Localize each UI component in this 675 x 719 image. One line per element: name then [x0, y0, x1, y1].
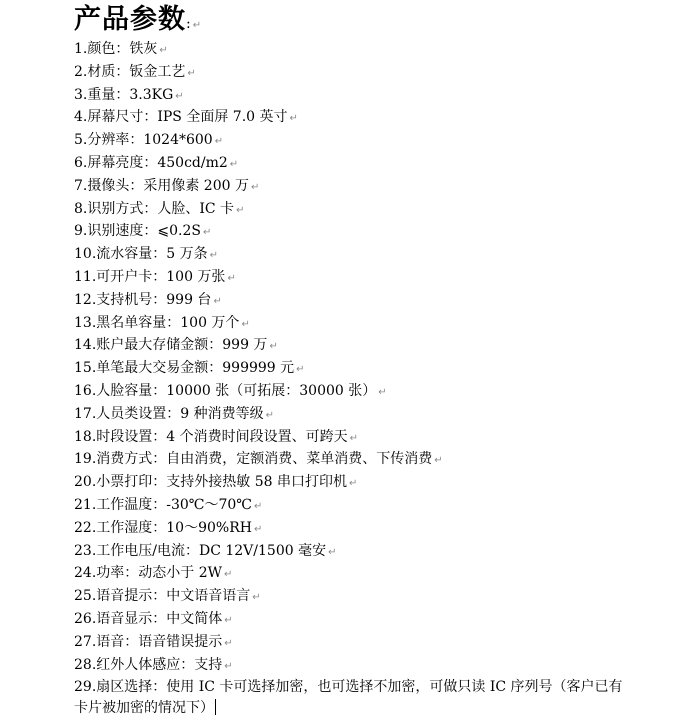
paragraph-mark-icon: ↵ [349, 432, 359, 444]
text-cursor[interactable] [215, 699, 216, 715]
list-item [74, 427, 634, 450]
paragraph-mark-icon: ↵ [378, 386, 387, 398]
paragraph-mark-icon: ↵ [224, 637, 233, 649]
paragraph-mark-icon: ↵ [296, 364, 305, 376]
list-item [74, 655, 634, 678]
list-item-text: 15.单笔最大交易金额：999999 元 [74, 360, 295, 377]
list-item-text: 26.语音显示：中文简体 [74, 610, 223, 627]
list-item [74, 495, 634, 518]
list-item [74, 176, 634, 199]
list-item [74, 107, 634, 130]
paragraph-mark-icon: ↵ [253, 523, 263, 535]
list-item-text: 1.颜色：铁灰 [74, 41, 158, 57]
list-item [74, 381, 634, 404]
paragraph-mark-icon: ↵ [348, 478, 358, 490]
paragraph-mark-icon: ↵ [187, 67, 196, 79]
paragraph-mark-icon: ↵ [289, 113, 298, 125]
list-item-text: 20.小票打印：支持外接热敏 58 串口打印机 [74, 474, 347, 491]
list-item-text: 18.时段设置：4 个消费时间段设置、可跨天 [74, 428, 348, 445]
paragraph-mark-icon: ↵ [213, 295, 222, 307]
list-item [74, 541, 634, 564]
paragraph-mark-icon: ↵ [224, 614, 233, 626]
paragraph-mark-icon: ↵ [250, 181, 260, 193]
list-item [74, 39, 634, 62]
list-item [74, 677, 634, 719]
paragraph-mark-icon: ↵ [209, 250, 219, 262]
list-item [74, 358, 634, 381]
list-item-text: 12.支持机号：999 台 [74, 291, 212, 308]
list-item-text: 6.屏幕亮度：450cd/m2 [74, 154, 228, 171]
list-item [74, 563, 634, 586]
list-item [74, 449, 634, 472]
paragraph-mark-icon: ↵ [265, 409, 275, 421]
paragraph-mark-icon: ↵ [175, 90, 184, 102]
paragraph-mark-icon: ↵ [159, 45, 168, 56]
document-title: 产品参数 [74, 4, 186, 35]
list-item-text: 13.黑名单容量：100 万个 [74, 314, 240, 331]
list-item [74, 244, 634, 267]
paragraph-mark-icon: ↵ [434, 455, 443, 467]
list-item [74, 85, 634, 108]
list-item-text: 27.语音：语音错误提示 [74, 633, 223, 650]
list-item-text: 29.扇区选择：使用 IC 卡可选择加密，也可选择不加密，可做只读 IC 序列号（客户已有卡片被加密的情况下） [74, 679, 623, 717]
title-line [74, 2, 201, 38]
paragraph-mark-icon: ↵ [269, 341, 278, 353]
paragraph-mark-icon: ↵ [214, 136, 224, 148]
paragraph-mark-icon: ↵ [229, 158, 239, 170]
list-item-text: 7.摄像头：采用像素 200 万 [74, 177, 249, 194]
paragraph-mark-icon: ↵ [224, 660, 233, 672]
paragraph-mark-icon: ↵ [328, 546, 337, 558]
list-item-text: 25.语音提示：中文语音语言 [74, 588, 251, 605]
list-item [74, 199, 634, 222]
list-item [74, 221, 634, 244]
list-item [74, 472, 634, 495]
title-colon: : [186, 16, 191, 32]
list-item-text: 21.工作温度：-30℃～70℃ [74, 496, 252, 513]
list-item-text: 3.重量：3.3KG [74, 86, 174, 103]
list-item-text: 24.功率：动态小于 2W [74, 565, 223, 582]
list-item [74, 632, 634, 655]
paragraph-mark-icon: ↵ [241, 318, 250, 330]
list-item-text: 14.账户最大存储金额：999 万 [74, 337, 268, 354]
list-item [74, 153, 634, 176]
list-item-text: 17.人员类设置：9 种消费等级 [74, 405, 264, 422]
paragraph-mark-icon: ↵ [192, 20, 202, 31]
list-item-text: 11.可开户卡：100 万张 [74, 268, 226, 285]
list-item-text: 23.工作电压/电流：DC 12V/1500 毫安 [74, 542, 327, 559]
paragraph-mark-icon: ↵ [227, 272, 236, 284]
list-item [74, 290, 634, 313]
list-item-text: 5.分辨率：1024*600 [74, 132, 213, 149]
list-item-text: 19.消费方式：自由消费，定额消费、菜单消费、下传消费 [74, 451, 433, 468]
list-item-text: 4.屏幕尺寸：IPS 全面屏 7.0 英寸 [74, 109, 288, 126]
list-item [74, 335, 634, 358]
paragraph-mark-icon: ↵ [202, 227, 212, 239]
list-item-text: 2.材质：钣金工艺 [74, 63, 186, 80]
list-item [74, 404, 634, 427]
list-item [74, 130, 634, 153]
paragraph-mark-icon: ↵ [224, 569, 233, 581]
list-item [74, 313, 634, 336]
paragraph-mark-icon: ↵ [236, 204, 245, 216]
list-item-text: 22.工作湿度：10～90%RH [74, 519, 252, 536]
list-item-text: 28.红外人体感应：支持 [74, 656, 223, 673]
paragraph-mark-icon: ↵ [253, 500, 263, 512]
list-item-text: 10.流水容量：5 万条 [74, 246, 208, 263]
paragraph-mark-icon: ↵ [252, 592, 261, 604]
list-item-text: 16.人脸容量：10000 张（可拓展：30000 张） [74, 382, 377, 399]
list-item [74, 62, 634, 85]
list-item [74, 267, 634, 290]
list-item [74, 518, 634, 541]
list-item [74, 586, 634, 609]
list-item [74, 609, 634, 632]
list-item-text: 8.识别方式：人脸、IC 卡 [74, 200, 235, 217]
parameter-list [74, 39, 634, 719]
list-item-text: 9.识别速度：⩽0.2S [74, 223, 201, 240]
